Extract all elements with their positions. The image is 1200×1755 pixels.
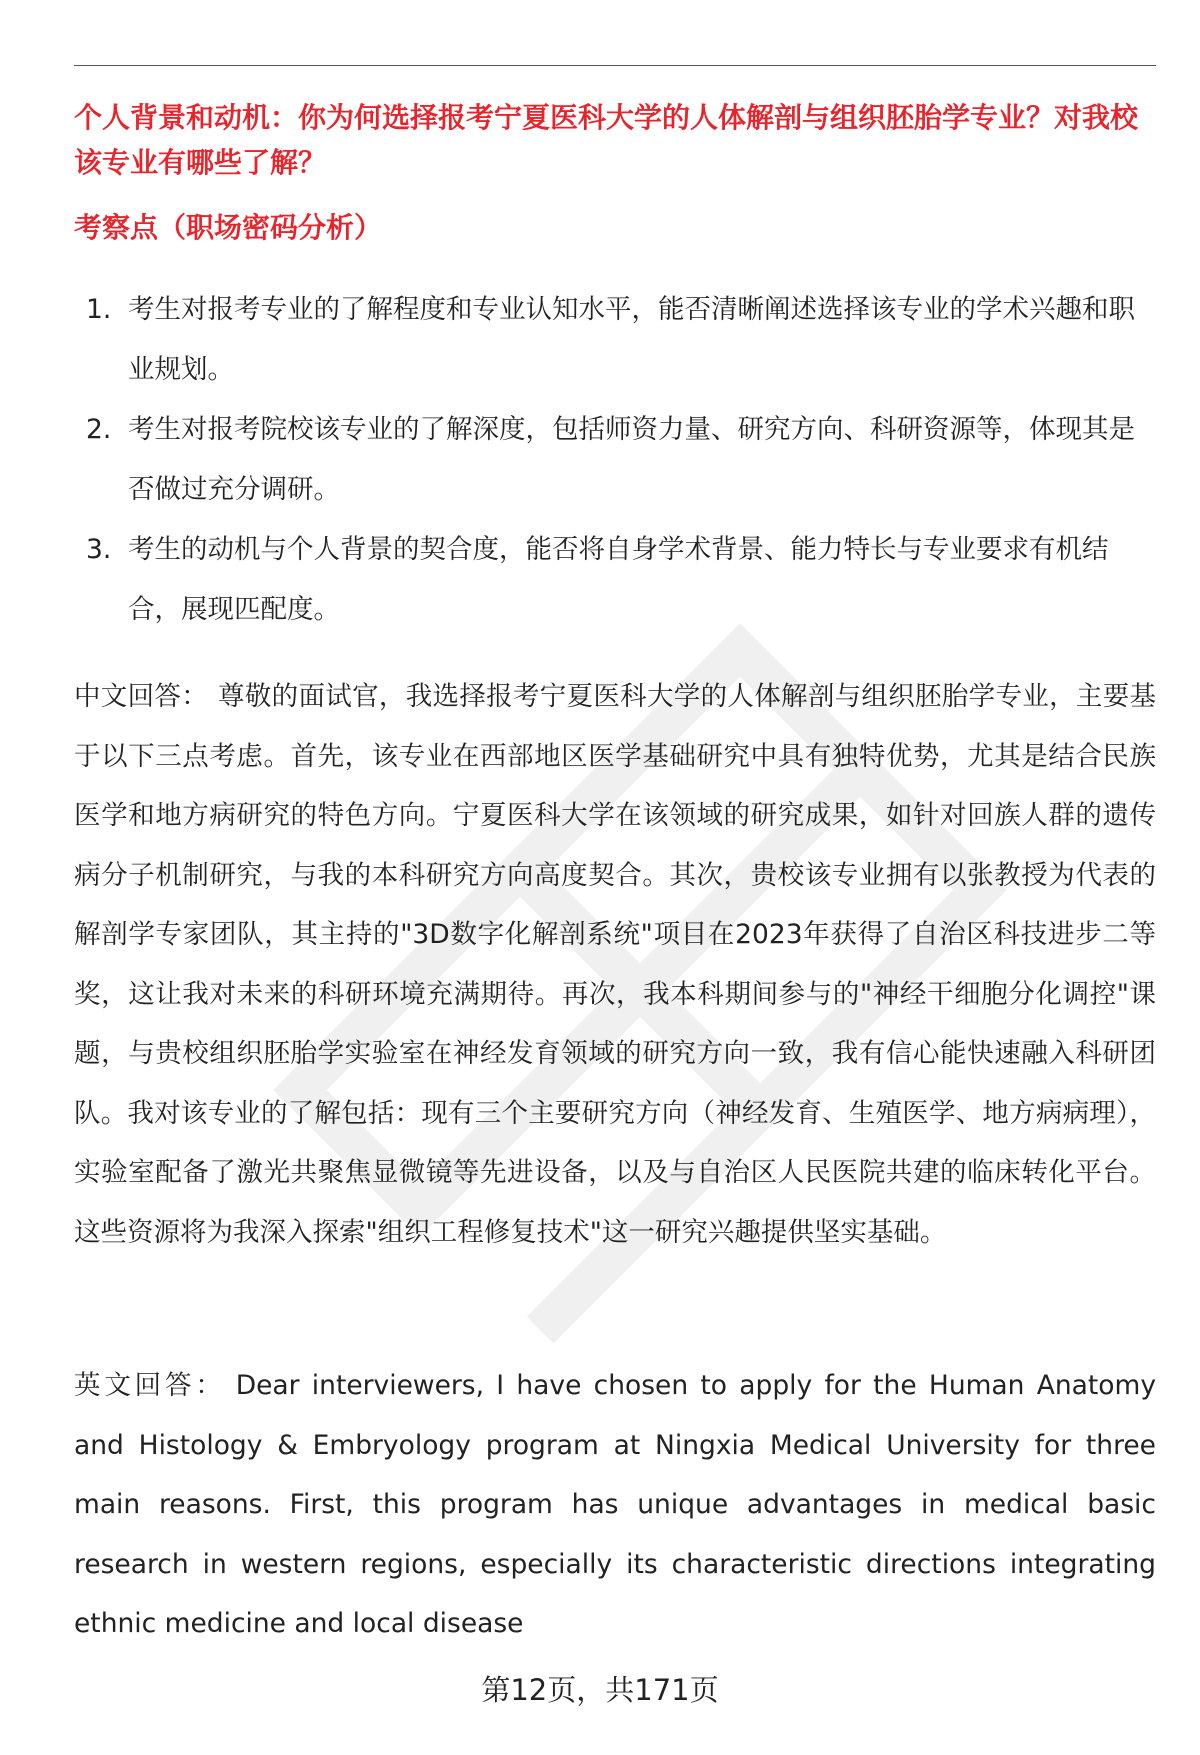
page-number: 第12页，共171页 [481,1673,719,1707]
chinese-answer-label: 中文回答： [74,681,209,712]
top-divider [74,65,1156,66]
list-item-number: 1. [86,294,112,325]
list-item-number: 3. [86,534,112,565]
points-heading: 考察点（职场密码分析） [74,211,383,244]
assessment-points-list [74,280,1156,640]
list-item-text: 考生对报考院校该专业的了解深度，包括师资力量、研究方向、科研资源等，体现其是否做过充分调研。 [128,414,1135,505]
english-answer [74,1356,1156,1654]
list-item-text: 考生对报考专业的了解程度和专业认知水平，能否清晰阐述选择该专业的学术兴趣和职业规划。 [128,294,1135,385]
list-item [74,520,1156,640]
list-item [74,400,1156,520]
document-page [74,0,1156,1755]
english-answer-label: 英文回答： [74,1370,226,1401]
list-item [74,280,1156,400]
list-item-number: 2. [86,414,112,445]
list-item-text: 考生的动机与个人背景的契合度，能否将自身学术背景、能力特长与专业要求有机结合，展现匹配度。 [128,534,1109,625]
english-answer-text: Dear interviewers, I have chosen to apply for the Human Anatomy and Histology & Embryology program at Ningxia Medical University for three main reasons. First, this program has unique advantages in medical basic research in western regions, especially its characteristic directions integrating ethnic medicine and local disease [74,1370,1156,1639]
chinese-answer-text: 尊敬的面试官，我选择报考宁夏医科大学的人体解剖与组织胚胎学专业，主要基于以下三点考虑。首先，该专业在西部地区医学基础研究中具有独特优势，尤其是结合民族医学和地方病研究的特色方向。宁夏医科大学在该领域的研究成果，如针对回族人群的遗传病分子机制研究，与我的本科研究方向高度契合。其次，贵校该专业拥有以张教授为代表的解剖学专家团队，其主持的"3D数字化解剖系统"项目在2023年获得了自治区科技进步二等奖，这让我对未来的科研环境充满期待。再次，我本科期间参与的"神经干细胞分化调控"课题，与贵校组织胚胎学实验室在神经发育领域的研究方向一致，我有信心能快速融入科研团队。我对该专业的了解包括：现有三个主要研究方向（神经发育、生殖医学、地方病病理），实验室配备了激光共聚焦显微镜等先进设备，以及与自治区人民医院共建的临床转化平台。这些资源将为我深入探索"组织工程修复技术"这一研究兴趣提供坚实基础。 [74,681,1157,1248]
question-heading: 个人背景和动机：你为何选择报考宁夏医科大学的人体解剖与组织胚胎学专业？对我校该专业有哪些了解？ [74,101,1139,179]
chinese-answer [74,667,1156,1262]
